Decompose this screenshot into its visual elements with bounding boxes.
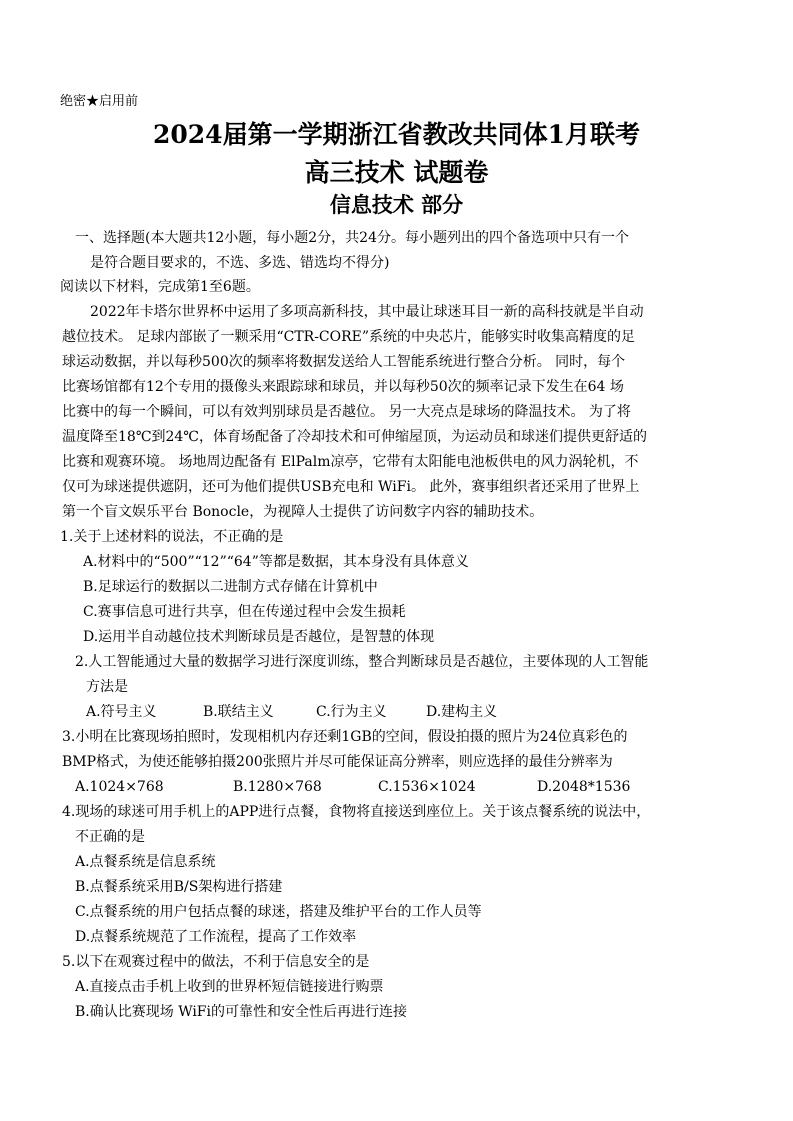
q3-option-c: C.1536×1024 [378,779,476,795]
q1-stem: 1.关于上述材料的说法，不正确的是 [60,529,284,545]
q2-option-b: B.联结主义 [203,704,274,720]
exam-subtitle: 高三技术 试题卷 [304,158,489,187]
q1-option-c: C.赛事信息可进行共享，但在传递过程中会发生损耗 [83,604,406,620]
instructions-line-3: 阅读以下材料，完成第1至6题。 [60,279,260,295]
q5-option-a: A.直接点击手机上收到的世界杯短信链接进行购票 [75,979,384,995]
q4-option-d: D.点餐系统规范了工作流程，提高了工作效率 [75,929,357,945]
passage-line: 仅可为球迷提供遮阴，还可为他们提供USB充电和 WiFi。 此外，赛事组织者还采用了世界上 [62,479,640,495]
instructions-line-1: 一、选择题(本大题共12小题，每小题2分，共24分。每小题列出的四个备选项中只有一个 [75,230,629,246]
q4-option-c: C.点餐系统的用户包括点餐的球迷，搭建及维护平台的工作人员等 [75,904,482,920]
q3-options [75,777,630,797]
q2-option-c: C.行为主义 [316,704,387,720]
q3-stem-line-1: 3.小明在比赛现场拍照时，发现相机内存还剩1GB的空间，假设拍摄的照片为24位真彩色的 [62,729,628,745]
q3-option-a: A.1024×768 [75,779,164,795]
exam-title: 2024届第一学期浙江省教改共同体1月联考 [153,120,640,149]
q1-option-a: A.材料中的“500”“12”“64”等都是数据，其本身没有具体意义 [83,554,469,570]
q2-options [86,702,497,722]
q4-option-b: B.点餐系统采用B/S架构进行搭建 [75,879,283,895]
passage-line: 温度降至18℃到24℃，体育场配备了冷却技术和可伸缩屋顶，为运动员和球迷们提供更舒适的 [62,429,647,445]
q2-option-d: D.建构主义 [426,704,498,720]
q1-option-d: D.运用半自动越位技术判断球员是否越位，是智慧的体现 [83,629,435,645]
instructions-line-2: 是符合题目要求的，不选、多选、错选均不得分) [90,255,390,271]
q3-stem-line-2: BMP格式，为使还能够拍摄200张照片并尽可能保证高分辨率，则应选择的最佳分辨率为 [62,754,613,770]
q5-option-b: B.确认比赛现场 WiFi的可靠性和安全性后再进行连接 [75,1004,407,1020]
q2-stem-line-2: 方法是 [86,679,128,695]
passage-line: 第一个盲文娱乐平台 Bonocle，为视障人士提供了访问数字内容的辅助技术。 [62,504,544,520]
section-title: 信息技术 部分 [329,192,464,217]
q3-option-d: D.2048*1536 [537,779,631,795]
q4-option-a: A.点餐系统是信息系统 [75,854,216,870]
passage-line: 越位技术。 足球内部嵌了一颗采用“CTR-CORE”系统的中央芯片，能够实时收集高精度的足 [62,329,636,345]
secret-label: 绝密★启用前 [60,94,139,109]
q2-stem-line-1: 2.人工智能通过大量的数据学习进行深度训练，整合判断球员是否越位，主要体现的人工智能 [75,654,649,670]
q4-stem-line-1: 4.现场的球迷可用手机上的APP进行点餐，食物将直接送到座位上。关于该点餐系统的说法中， [62,804,651,820]
q1-option-b: B.足球运行的数据以二进制方式存储在计算机中 [83,579,378,595]
q5-stem: 5.以下在观赛过程中的做法，不利于信息安全的是 [62,954,370,970]
passage-line: 比赛中的每一个瞬间，可以有效判别球员是否越位。 另一大亮点是球场的降温技术。 为了将 [62,404,631,420]
q2-option-a: A.符号主义 [86,704,157,720]
passage-line: 2022年卡塔尔世界杯中运用了多项高新科技，其中最让球迷耳目一新的高科技就是半自动 [90,304,644,320]
q4-stem-line-2: 不正确的是 [75,829,145,845]
passage-line: 比赛场馆都有12个专用的摄像头来跟踪球和球员，并以每秒50次的频率记录下发生在64 场 [62,379,624,395]
passage-line: 球运动数据，并以每秒500次的频率将数据发送给人工智能系统进行整合分析。 同时，每个 [62,354,626,370]
q3-option-b: B.1280×768 [233,779,322,795]
passage-line: 比赛和观赛环境。 场地周边配备有 ElPalm凉亭，它带有太阳能电池板供电的风力涡轮机，不 [62,454,639,470]
